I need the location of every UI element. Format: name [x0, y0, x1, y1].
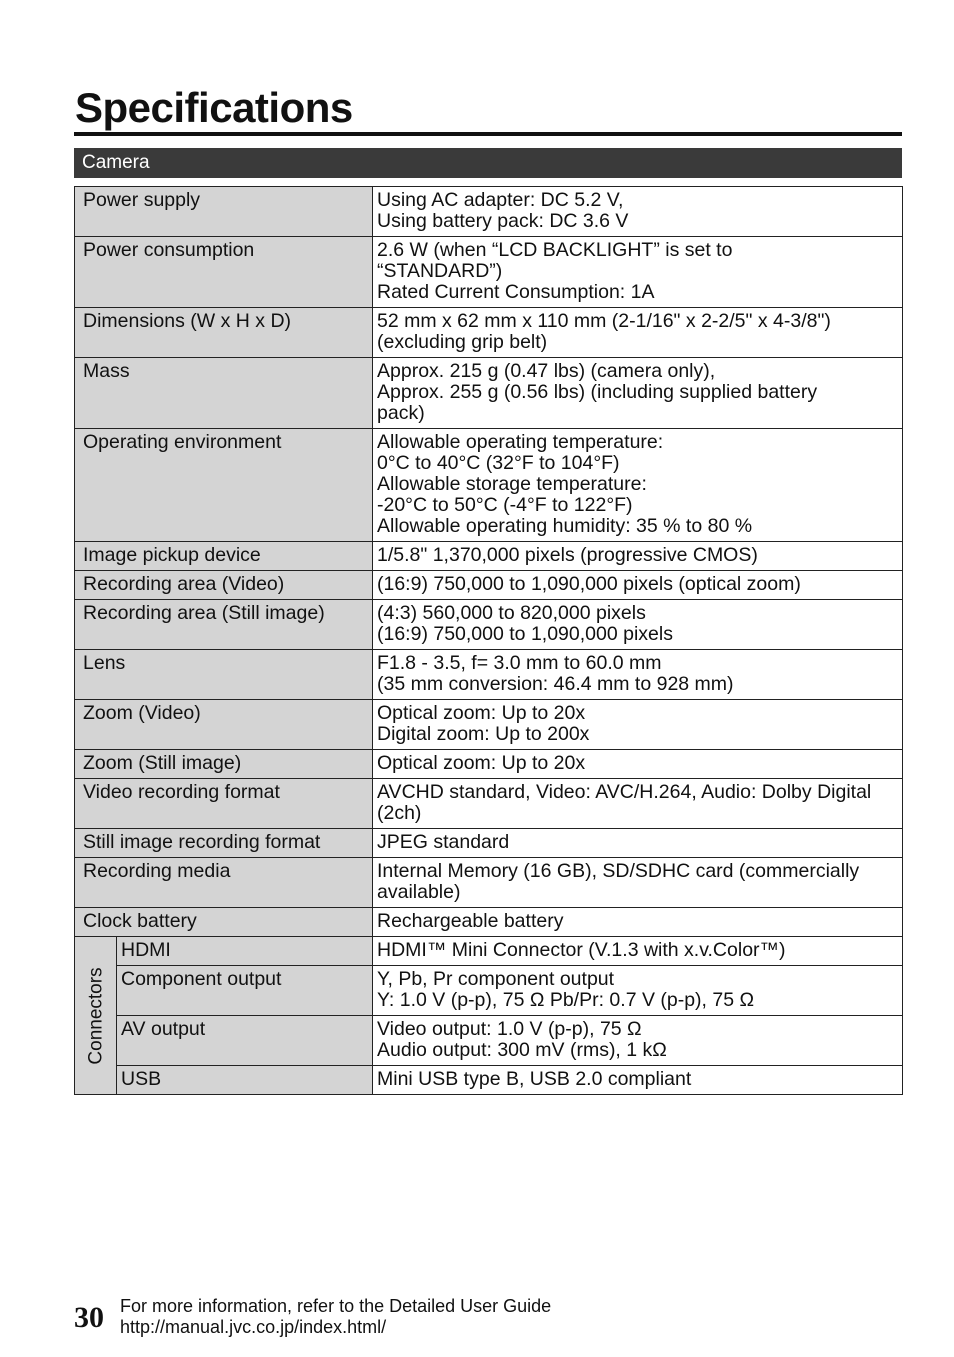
spec-label: Power consumption — [75, 237, 373, 308]
page-title: Specifications — [75, 84, 353, 131]
table-row — [75, 908, 903, 937]
spec-value-line: AVCHD standard, Video: AVC/H.264, Audio: Dolby Digital — [377, 781, 872, 803]
spec-value — [373, 750, 903, 779]
spec-value-line: pack) — [377, 402, 425, 424]
spec-label: Dimensions (W x H x D) — [75, 308, 373, 358]
spec-value — [373, 650, 903, 700]
spec-value-line: Using AC adapter: DC 5.2 V, — [377, 189, 624, 211]
spec-value-line: 1/5.8" 1,370,000 pixels (progressive CMOS) — [377, 544, 758, 566]
spec-value-line: Allowable storage temperature: — [377, 473, 647, 495]
table-row — [75, 358, 903, 429]
spec-value — [373, 966, 903, 1016]
table-row — [75, 966, 903, 1016]
spec-value-line: Y: 1.0 V (p-p), 75 Ω Pb/Pr: 0.7 V (p-p), 75 Ω — [377, 989, 755, 1011]
table-row — [75, 571, 903, 600]
connector-label: USB — [117, 1066, 373, 1095]
spec-value-line: -20°C to 50°C (-4°F to 122°F) — [377, 494, 633, 516]
spec-value — [373, 1016, 903, 1066]
connector-label: HDMI — [117, 937, 373, 966]
spec-value-line: Optical zoom: Up to 20x — [377, 752, 586, 774]
spec-value — [373, 358, 903, 429]
table-row — [75, 650, 903, 700]
spec-value — [373, 1066, 903, 1095]
spec-table — [74, 186, 903, 1095]
spec-label: Mass — [75, 358, 373, 429]
spec-value-line: 52 mm x 62 mm x 110 mm (2-1/16" x 2-2/5" x 4-3/8") — [377, 310, 831, 332]
spec-value — [373, 829, 903, 858]
table-row — [75, 1066, 903, 1095]
table-row — [75, 700, 903, 750]
table-row — [75, 542, 903, 571]
spec-value-line: (4:3) 560,000 to 820,000 pixels — [377, 602, 646, 624]
spec-label: Power supply — [75, 187, 373, 237]
spec-value — [373, 858, 903, 908]
spec-value — [373, 187, 903, 237]
connectors-group-label: Connectors — [85, 966, 106, 1065]
spec-value — [373, 600, 903, 650]
title-rule — [74, 132, 902, 136]
table-row — [75, 858, 903, 908]
spec-value — [373, 237, 903, 308]
table-row — [75, 937, 903, 966]
table-row — [75, 1016, 903, 1066]
table-row — [75, 429, 903, 542]
spec-label: Recording area (Still image) — [75, 600, 373, 650]
spec-value — [373, 308, 903, 358]
spec-value-line: JPEG standard — [377, 831, 510, 853]
spec-value-line: (2ch) — [377, 802, 422, 824]
table-row — [75, 600, 903, 650]
spec-value-line: 2.6 W (when “LCD BACKLIGHT” is set to — [377, 239, 733, 261]
table-row — [75, 779, 903, 829]
spec-label: Zoom (Still image) — [75, 750, 373, 779]
spec-label: Still image recording format — [75, 829, 373, 858]
spec-label: Video recording format — [75, 779, 373, 829]
spec-value — [373, 571, 903, 600]
spec-value-line: Internal Memory (16 GB), SD/SDHC card (commercially — [377, 860, 860, 882]
spec-value — [373, 937, 903, 966]
spec-value-line: (16:9) 750,000 to 1,090,000 pixels (optical zoom) — [377, 573, 801, 595]
spec-value-line: HDMI™ Mini Connector (V.1.3 with x.v.Color™) — [377, 939, 786, 961]
spec-value-line: Optical zoom: Up to 20x — [377, 702, 586, 724]
spec-label: Recording media — [75, 858, 373, 908]
spec-label: Image pickup device — [75, 542, 373, 571]
spec-value-line: “STANDARD”) — [377, 260, 503, 282]
page-number: 30 — [74, 1301, 104, 1334]
spec-value — [373, 542, 903, 571]
spec-label: Recording area (Video) — [75, 571, 373, 600]
spec-label: Lens — [75, 650, 373, 700]
footer-line-1: For more information, refer to the Detailed User Guide — [120, 1296, 552, 1316]
spec-value-line: Y, Pb, Pr component output — [377, 968, 615, 990]
spec-value-line: Approx. 215 g (0.47 lbs) (camera only), — [377, 360, 716, 382]
spec-value-line: (35 mm conversion: 46.4 mm to 928 mm) — [377, 673, 734, 695]
table-row — [75, 187, 903, 237]
table-row — [75, 829, 903, 858]
spec-value-line: (16:9) 750,000 to 1,090,000 pixels — [377, 623, 673, 645]
connector-label: AV output — [117, 1016, 373, 1066]
spec-value-line: Rated Current Consumption: 1A — [377, 281, 655, 303]
spec-value-line: Using battery pack: DC 3.6 V — [377, 210, 629, 232]
spec-value — [373, 700, 903, 750]
spec-value-line: F1.8 - 3.5, f= 3.0 mm to 60.0 mm — [377, 652, 662, 674]
spec-value-line: Allowable operating humidity: 35 % to 80 % — [377, 515, 753, 537]
spec-value-line: Video output: 1.0 V (p-p), 75 Ω — [377, 1018, 642, 1040]
spec-table-body — [75, 187, 903, 1095]
connectors-group-cell — [75, 937, 117, 1095]
spec-value-line: Allowable operating temperature: — [377, 431, 664, 453]
section-header: Camera — [74, 148, 902, 178]
spec-label: Clock battery — [75, 908, 373, 937]
table-row — [75, 750, 903, 779]
table-row — [75, 308, 903, 358]
spec-value — [373, 779, 903, 829]
spec-value-line: Rechargeable battery — [377, 910, 564, 932]
spec-label: Zoom (Video) — [75, 700, 373, 750]
connector-label: Component output — [117, 966, 373, 1016]
spec-value-line: Mini USB type B, USB 2.0 compliant — [377, 1068, 692, 1090]
spec-value-line: (excluding grip belt) — [377, 331, 548, 353]
spec-value-line: Audio output: 300 mV (rms), 1 kΩ — [377, 1039, 667, 1061]
spec-value-line: available) — [377, 881, 461, 903]
spec-value-line: Approx. 255 g (0.56 lbs) (including supplied battery — [377, 381, 818, 403]
table-row — [75, 237, 903, 308]
footer-note — [120, 1296, 551, 1338]
spec-value-line: Digital zoom: Up to 200x — [377, 723, 590, 745]
spec-value — [373, 908, 903, 937]
spec-value-line: 0°C to 40°C (32°F to 104°F) — [377, 452, 620, 474]
spec-value — [373, 429, 903, 542]
footer-line-2: http://manual.jvc.co.jp/index.html/ — [120, 1317, 387, 1337]
spec-label: Operating environment — [75, 429, 373, 542]
